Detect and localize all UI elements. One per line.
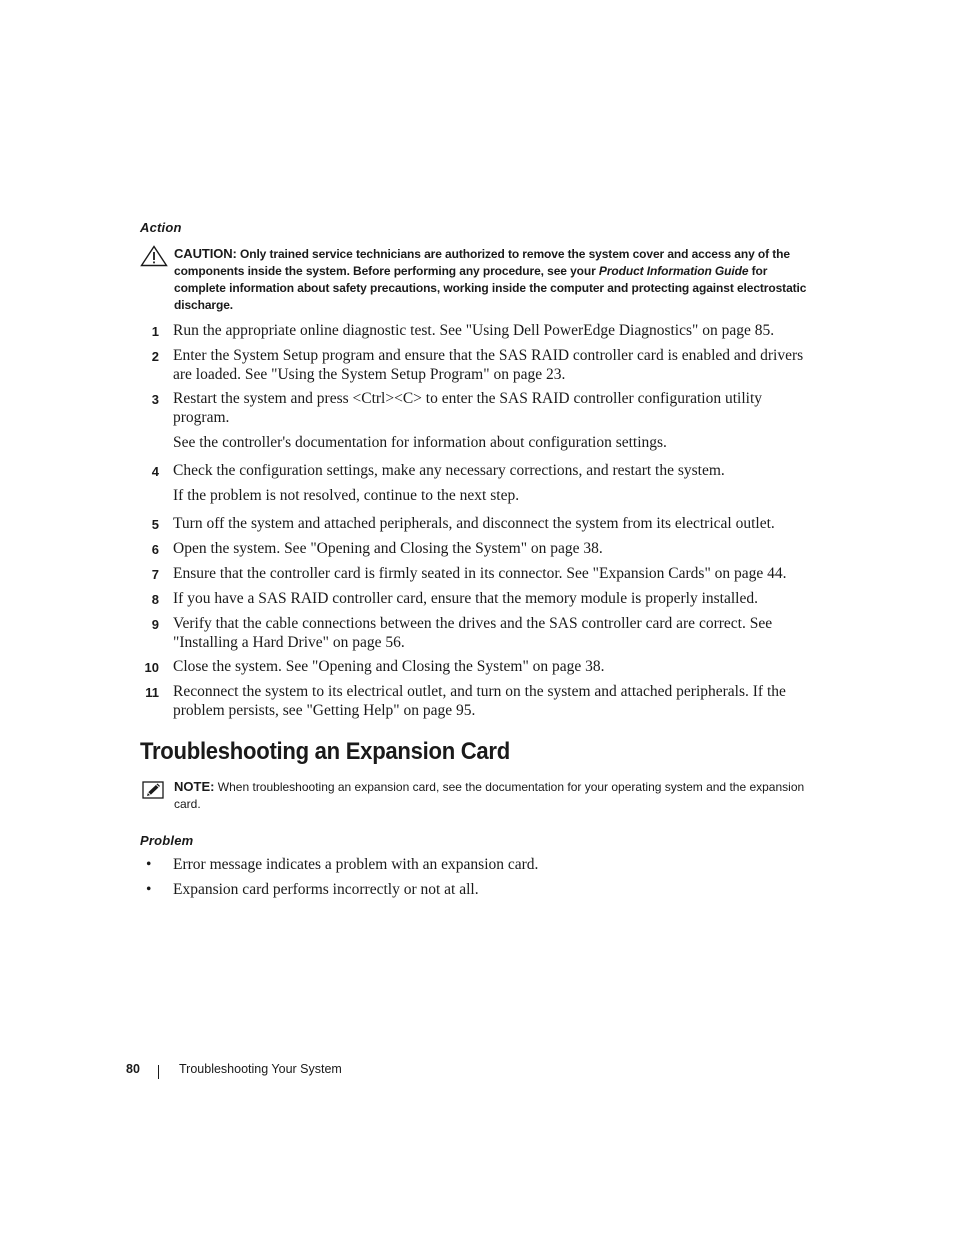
- step-3-note: See the controller's documentation for information about configuration settings.: [173, 434, 667, 451]
- step-text: Restart the system and press <Ctrl><C> to enter the SAS RAID controller configuration utility program.: [173, 390, 762, 426]
- page-number: 80: [126, 1062, 140, 1076]
- problem-bullet: [146, 855, 826, 874]
- bullet-dot-icon: •: [146, 856, 152, 873]
- caution-body: Only trained service technicians are authorized to remove the system cover and access any of the components inside the system. Before performing any procedure, see your: [174, 247, 790, 278]
- pencil-note-icon: [142, 781, 164, 799]
- step-text: Turn off the system and attached peripherals, and disconnect the system from its electrical outlet.: [173, 515, 775, 532]
- footer-divider: [158, 1065, 159, 1079]
- step-10: [140, 657, 820, 676]
- problem-bullet: [146, 880, 826, 899]
- caution-body-end: for complete information about safety precautions, working inside the computer and protecting against electrostatic discharge.: [174, 264, 807, 312]
- step-2: [140, 346, 820, 384]
- step-11: [140, 682, 820, 720]
- step-7: [140, 564, 820, 583]
- step-1: [140, 321, 820, 340]
- step-4-note: If the problem is not resolved, continue to the next step.: [173, 487, 520, 504]
- problem-heading: Problem: [140, 833, 194, 848]
- step-text: Close the system. See "Opening and Closing the System" on page 38.: [173, 658, 605, 675]
- step-4: [140, 461, 820, 480]
- note-text: [174, 778, 820, 813]
- chapter-title: Troubleshooting Your System: [179, 1062, 342, 1076]
- step-number: 4: [151, 464, 159, 479]
- step-text: Verify that the cable connections between the drives and the SAS controller card are correct. See "Installing a Hard Drive" on page 56.: [173, 615, 773, 651]
- step-number: 6: [151, 542, 159, 557]
- bullet-dot-icon: •: [146, 881, 152, 898]
- step-text: Check the configuration settings, make any necessary corrections, and restart the system.: [173, 462, 725, 479]
- product-information-guide-ref: Product Information Guide: [598, 264, 749, 278]
- caution-label: CAUTION:: [174, 246, 237, 261]
- step-number: 1: [151, 324, 159, 339]
- step-text: Reconnect the system to its electrical outlet, and turn on the system and attached peripherals. If the problem persists, see "Getting Help" on page 95.: [173, 683, 786, 719]
- step-8: [140, 589, 820, 608]
- action-heading: Action: [140, 220, 182, 235]
- note-block: [140, 778, 820, 813]
- bullet-text: Expansion card performs incorrectly or not at all.: [173, 881, 479, 898]
- step-5: [140, 514, 820, 533]
- step-text: If you have a SAS RAID controller card, ensure that the memory module is properly installed.: [173, 590, 758, 607]
- step-number: 8: [151, 592, 159, 607]
- step-number: 10: [144, 660, 159, 675]
- caution-text: [174, 245, 820, 314]
- section-title: Troubleshooting an Expansion Card: [140, 738, 510, 765]
- step-9: [140, 614, 820, 652]
- step-number: 11: [145, 685, 159, 700]
- step-number: 9: [151, 617, 159, 632]
- step-3: [140, 389, 820, 427]
- bullet-text: Error message indicates a problem with an expansion card.: [173, 856, 539, 873]
- step-6: [140, 539, 820, 558]
- step-number: 2: [151, 349, 159, 364]
- step-number: 7: [151, 567, 159, 582]
- step-text: Ensure that the controller card is firmly seated in its connector. See "Expansion Cards" on page 44.: [173, 565, 787, 582]
- step-number: 5: [151, 517, 159, 532]
- warning-triangle-icon: [140, 245, 168, 267]
- step-text: Enter the System Setup program and ensure that the SAS RAID controller card is enabled and drivers are loaded. See "Using the System Setup Program" on page 23.: [173, 347, 804, 383]
- step-number: 3: [151, 392, 159, 407]
- step-text: Open the system. See "Opening and Closing the System" on page 38.: [173, 540, 603, 557]
- caution-block: [140, 245, 820, 314]
- step-text: Run the appropriate online diagnostic test. See "Using Dell PowerEdge Diagnostics" on page 85.: [173, 322, 775, 339]
- page-footer: [0, 1062, 954, 1082]
- note-body: When troubleshooting an expansion card, see the documentation for your operating system and the expansion card.: [174, 780, 805, 811]
- note-label: NOTE:: [174, 779, 215, 794]
